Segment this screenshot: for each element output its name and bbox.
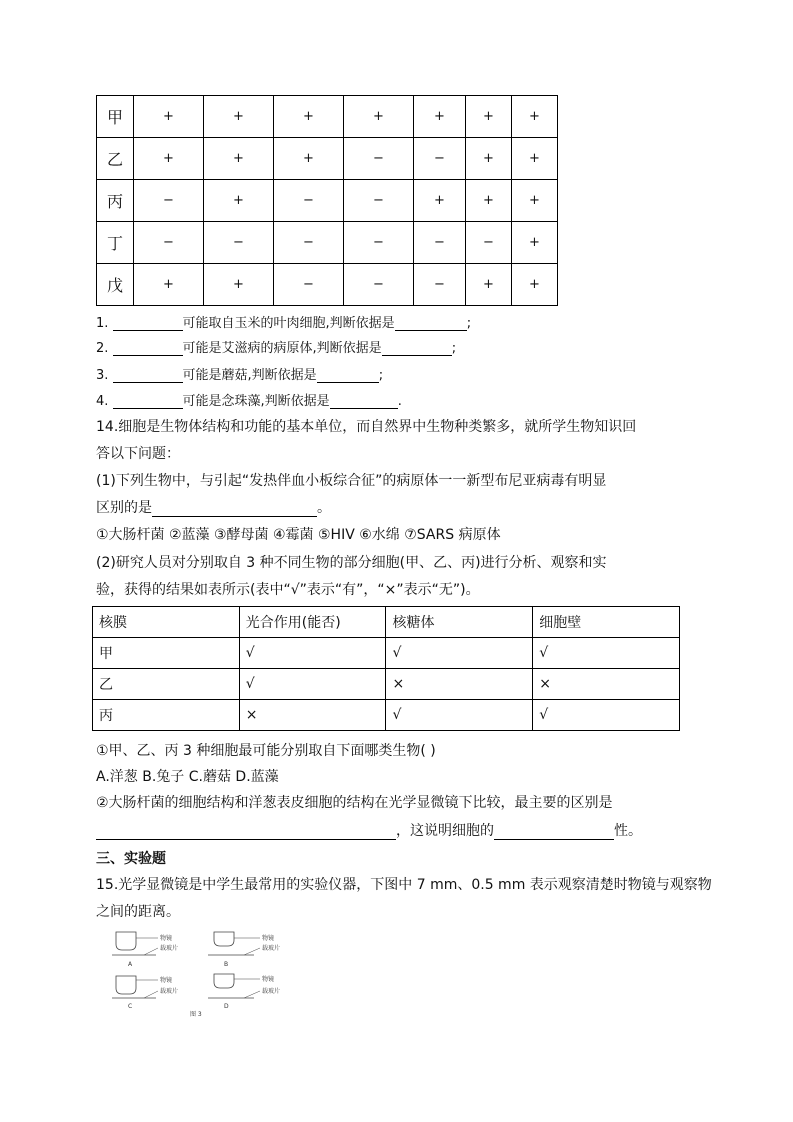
panel-label: A xyxy=(128,961,133,968)
q14-line2: 答以下问题： xyxy=(96,446,180,462)
table-cell: − xyxy=(344,264,414,306)
table-cell: + xyxy=(204,264,274,306)
table-cell: 丙 xyxy=(93,700,240,731)
table-cell: + xyxy=(466,96,512,138)
table-row xyxy=(93,638,680,669)
table-cell: × xyxy=(386,669,533,700)
row-label: 丁 xyxy=(97,222,134,264)
table-cell: + xyxy=(414,180,466,222)
column-header: 光合作用(能否) xyxy=(239,607,386,638)
table-row xyxy=(93,700,680,731)
q13-item xyxy=(96,337,456,356)
table-cell: − xyxy=(134,180,204,222)
table-cell: + xyxy=(512,96,558,138)
item-text: 可能是念珠藻,判断依据是 xyxy=(182,394,330,409)
column-header: 细胞壁 xyxy=(533,607,680,638)
table-cell: − xyxy=(134,222,204,264)
q14-part1-line2: 区别的是 。 xyxy=(96,500,331,516)
q14-line1: 14.细胞是生物体结构和功能的基本单位，而自然界中生物种类繁多，就所学生物知识回 xyxy=(96,419,637,435)
table-cell: + xyxy=(466,180,512,222)
table-cell: √ xyxy=(533,700,680,731)
q14-sub2-line2: ，这说明细胞的 性。 xyxy=(96,820,642,840)
figure-caption: 图 3 xyxy=(190,1011,202,1018)
item-end: ; xyxy=(466,316,472,331)
item-number: 1. xyxy=(96,316,109,331)
item-end: ; xyxy=(451,341,457,356)
microscope-figure xyxy=(104,924,296,1020)
table-cell: + xyxy=(204,138,274,180)
table-cell: 甲 xyxy=(93,638,240,669)
table-row xyxy=(97,264,558,306)
table-cell: + xyxy=(466,138,512,180)
table-cell: + xyxy=(134,96,204,138)
table-cell: √ xyxy=(386,700,533,731)
slide-label: 载玻片 xyxy=(160,945,179,952)
table-cell: + xyxy=(466,264,512,306)
q15-line1: 15.光学显微镜是中学生最常用的实验仪器，下图中 7 mm、0.5 mm 表示观察清楚时物镜与观察物 xyxy=(96,877,712,893)
table-cell: − xyxy=(414,138,466,180)
table-cell: − xyxy=(344,180,414,222)
objective-label: 物镜 xyxy=(262,976,275,983)
answer-blank[interactable] xyxy=(96,825,396,840)
objective-label: 物镜 xyxy=(160,977,173,984)
q14-part2-line2: 验，获得的结果如表所示(表中“√”表示“有”，“×”表示“无”)。 xyxy=(96,582,480,598)
table-cell: − xyxy=(414,222,466,264)
q15-line2: 之间的距离。 xyxy=(96,904,180,920)
table-row xyxy=(97,222,558,264)
q13-item xyxy=(96,364,383,383)
table-cell: + xyxy=(274,96,344,138)
answer-blank[interactable] xyxy=(494,825,614,840)
table-row xyxy=(97,180,558,222)
slide-label: 载玻片 xyxy=(262,945,281,952)
table-cell: + xyxy=(414,96,466,138)
table-cell: × xyxy=(533,669,680,700)
table-cell: + xyxy=(344,96,414,138)
item-text: 可能是艾滋病的病原体,判断依据是 xyxy=(182,341,382,356)
answer-blank[interactable] xyxy=(330,394,398,409)
q13-item xyxy=(96,312,471,331)
table-cell: √ xyxy=(386,638,533,669)
table-cell: + xyxy=(274,138,344,180)
table-cell: − xyxy=(204,222,274,264)
table-cell: − xyxy=(274,264,344,306)
table-cell: √ xyxy=(239,638,386,669)
table-cell: + xyxy=(512,138,558,180)
item-number: 4. xyxy=(96,394,109,409)
item-number: 2. xyxy=(96,341,109,356)
table-cell: 乙 xyxy=(93,669,240,700)
item-number: 3. xyxy=(96,368,109,383)
q14-sub2: ②大肠杆菌的细胞结构和洋葱表皮细胞的结构在光学显微镜下比较，最主要的区别是 xyxy=(96,795,613,811)
section-heading-experiment: 三、实验题 xyxy=(96,851,166,867)
answer-blank[interactable] xyxy=(113,341,183,356)
table-row xyxy=(97,138,558,180)
item-end: ; xyxy=(378,368,384,383)
table-row xyxy=(97,96,558,138)
q14-part1-line1: (1)下列生物中，与引起“发热伴血小板综合征”的病原体一一新型布尼亚病毒有明显 xyxy=(96,473,607,489)
q14-part2-line1: (2)研究人员对分别取自 3 种不同生物的部分细胞(甲、乙、丙)进行分析、观察和实 xyxy=(96,555,607,571)
table-row xyxy=(93,669,680,700)
table-cell: + xyxy=(204,96,274,138)
answer-blank[interactable] xyxy=(317,368,379,383)
item-text: 可能取自玉米的叶肉细胞,判断依据是 xyxy=(182,316,395,331)
panel-label: B xyxy=(224,961,229,968)
answer-blank[interactable] xyxy=(152,502,317,517)
slide-label: 载玻片 xyxy=(160,988,179,995)
cell-features-table xyxy=(92,606,680,731)
column-header: 核膜 xyxy=(93,607,240,638)
table-cell: − xyxy=(344,222,414,264)
q14-sub1-options: A.洋葱 B.兔子 C.蘑菇 D.蓝藻 xyxy=(96,769,279,785)
panel-a xyxy=(112,932,178,968)
objective-label: 物镜 xyxy=(160,935,173,942)
q13-item xyxy=(96,390,402,409)
answer-blank[interactable] xyxy=(113,316,183,331)
table-cell: + xyxy=(204,180,274,222)
row-label: 乙 xyxy=(97,138,134,180)
table-cell: − xyxy=(466,222,512,264)
panel-label: C xyxy=(128,1003,133,1010)
table-cell: × xyxy=(239,700,386,731)
q14-options: ①大肠杆菌 ②蓝藻 ③酵母菌 ④霉菌 ⑤HIV ⑥水绵 ⑦SARS 病原体 xyxy=(96,527,501,543)
answer-blank[interactable] xyxy=(382,341,452,356)
table-cell: − xyxy=(274,180,344,222)
answer-blank[interactable] xyxy=(113,394,183,409)
row-label: 戊 xyxy=(97,264,134,306)
table-cell: − xyxy=(274,222,344,264)
panel-label: D xyxy=(224,1003,229,1010)
item-end: . xyxy=(397,394,402,409)
table-cell: + xyxy=(512,180,558,222)
table-cell: + xyxy=(134,138,204,180)
column-header: 核糖体 xyxy=(386,607,533,638)
table-header-row xyxy=(93,607,680,638)
q14-sub1: ①甲、乙、丙 3 种细胞最可能分别取自下面哪类生物( ) xyxy=(96,743,436,759)
table-cell: + xyxy=(512,222,558,264)
table-cell: − xyxy=(344,138,414,180)
answer-blank[interactable] xyxy=(113,368,183,383)
results-table-1 xyxy=(96,95,558,306)
table-cell: √ xyxy=(533,638,680,669)
table-cell: − xyxy=(414,264,466,306)
panel-d xyxy=(208,974,280,1010)
row-label: 丙 xyxy=(97,180,134,222)
slide-label: 载玻片 xyxy=(262,988,281,995)
objective-label: 物镜 xyxy=(262,935,275,942)
table-cell: + xyxy=(512,264,558,306)
table-cell: + xyxy=(134,264,204,306)
table-cell: √ xyxy=(239,669,386,700)
panel-b xyxy=(208,932,280,968)
panel-c xyxy=(112,976,178,1010)
answer-blank[interactable] xyxy=(395,316,467,331)
row-label: 甲 xyxy=(97,96,134,138)
item-text: 可能是蘑菇,判断依据是 xyxy=(182,368,317,383)
